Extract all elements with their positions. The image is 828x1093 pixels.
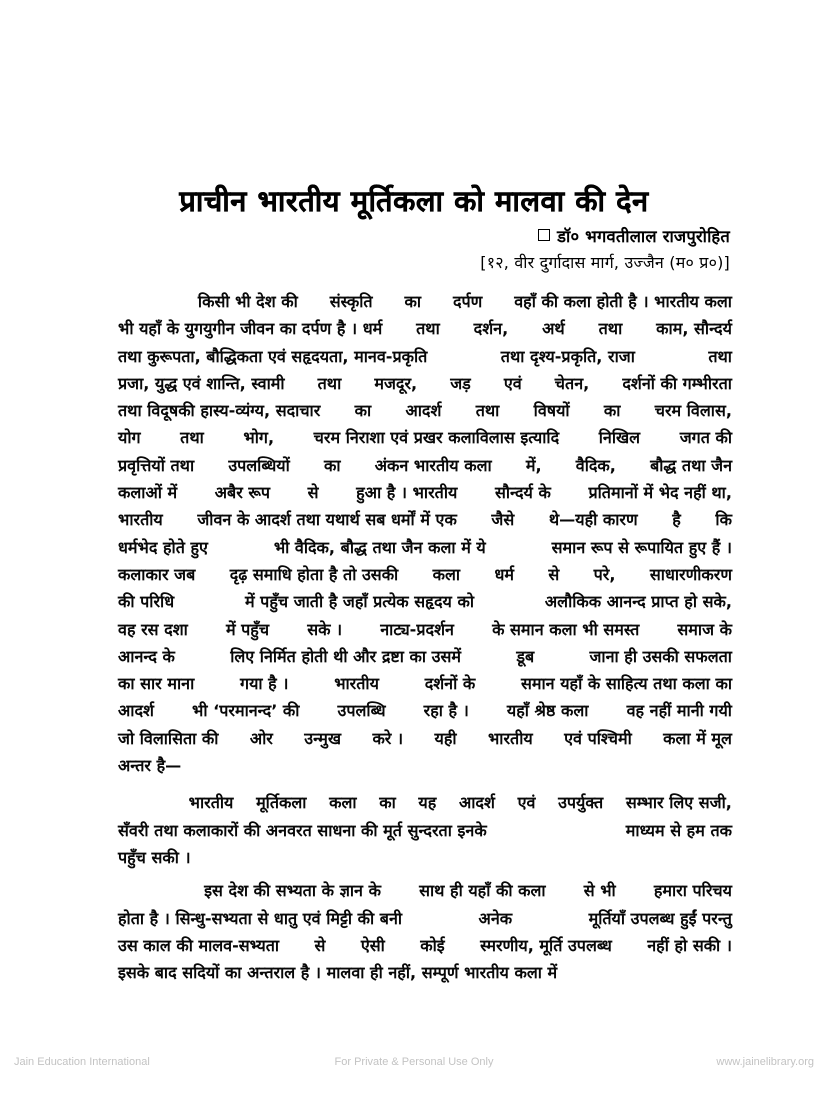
text-chunk: इस देश की सभ्यता के ज्ञान के (204, 881, 381, 901)
text-chunk: रहा है । (423, 701, 469, 721)
text-chunk: समान रूप से रूपायित हुए हैं । (551, 537, 732, 557)
text-chunk: के समान कला भी समस्त (492, 619, 640, 639)
text-line (118, 397, 732, 424)
text-chunk: एवं पश्चिमी (564, 728, 632, 748)
paragraph-indent (118, 877, 166, 904)
text-chunk: एवं (517, 793, 536, 813)
text-line (118, 452, 732, 479)
text-chunk: स्मरणीय, मूर्ति उपलब्ध (480, 935, 612, 955)
text-chunk: माध्यम से हम तक (625, 820, 732, 840)
author-line (118, 226, 730, 248)
text-chunk: भारतीय (188, 793, 234, 813)
text-line (118, 561, 732, 588)
text-chunk: थे—यही कारण (548, 510, 638, 530)
text-line (118, 670, 732, 697)
text-chunk: कि (715, 510, 732, 530)
text-chunk: संस्कृति (329, 292, 373, 311)
text-chunk: प्रवृत्तियों तथा (118, 455, 195, 475)
text-line: अन्तर है— (118, 756, 182, 776)
text-line (118, 588, 732, 615)
text-chunk: जगत की (679, 428, 732, 448)
paragraph-indent (118, 288, 166, 315)
text-line (118, 370, 732, 397)
text-chunk: नाट्य-प्रदर्शन (380, 619, 454, 639)
text-chunk: डूब (516, 646, 535, 666)
text-chunk: एवं (503, 373, 522, 393)
text-line (118, 343, 732, 370)
text-chunk: यही (434, 728, 457, 748)
page-title: प्राचीन भारतीय मूर्तिकला को मालवा की देन (179, 184, 649, 219)
text-chunk: भारतीय (118, 510, 163, 530)
author-name: डॉ० भगवतीलाल राजपुरोहित (557, 227, 730, 246)
text-line (118, 643, 732, 670)
text-chunk: चेतन, (554, 373, 590, 393)
text-line (118, 789, 732, 816)
text-chunk: की परिधि (118, 592, 175, 612)
text-chunk: यहाँ श्रेष्ठ कला (506, 701, 589, 721)
text-chunk: वह रस दशा (118, 619, 188, 639)
text-line (118, 877, 732, 904)
text-chunk: अबैर रूप (214, 483, 271, 503)
text-line (118, 616, 732, 643)
text-chunk: उपर्युक्त (558, 793, 604, 813)
text-chunk: उन्मुख (304, 728, 342, 748)
text-chunk: भी यहाँ के युगयुगीन जीवन का दर्पण है । धर्म (118, 319, 383, 339)
text-chunk: में पहुँच जाती है जहाँ प्रत्येक सहृदय को (244, 592, 475, 612)
text-chunk: तथा (317, 373, 342, 393)
text-chunk: तथा (598, 319, 623, 339)
text-chunk: दर्पण (452, 292, 483, 311)
footer-center: For Private & Personal Use Only (334, 1056, 494, 1068)
text-chunk: विषयों (533, 401, 570, 421)
text-chunk: से (314, 935, 326, 955)
text-chunk: हुआ है । भारतीय (356, 483, 458, 503)
text-chunk: सम्भार लिए सजी, (625, 793, 732, 813)
text-chunk: जो विलासिता की (118, 728, 219, 748)
text-line: इसके बाद सदियों का अन्तराल है । मालवा ही नहीं, सम्पूर्ण भारतीय कला में (118, 963, 558, 983)
text-chunk: वहाँ की कला होती है । भारतीय कला (514, 292, 732, 311)
text-chunk: कला (432, 564, 461, 584)
paragraph-2 (118, 789, 732, 871)
text-chunk: गया है । (240, 674, 289, 694)
text-chunk: भारतीय (334, 674, 379, 694)
text-chunk: बौद्ध तथा जैन (650, 455, 732, 475)
text-chunk: कलाकार जब (118, 564, 196, 584)
text-chunk: मजदूर, (374, 373, 418, 393)
text-chunk: वैदिक, (575, 455, 616, 475)
text-line (118, 932, 732, 959)
text-chunk: मूर्तिकला (256, 793, 307, 813)
text-chunk: तथा (416, 319, 440, 339)
text-chunk: आदर्श (405, 401, 442, 421)
text-line (118, 534, 732, 561)
text-chunk: का (354, 401, 372, 421)
text-chunk: आदर्श (118, 701, 154, 721)
text-chunk: उपलब्धियों (228, 455, 290, 475)
text-chunk: मूर्तियाँ उपलब्ध हुईं परन्तु (588, 908, 732, 928)
text-chunk: ऐसी (360, 935, 385, 955)
text-chunk: चरम निराशा एवं प्रखर कलाविलास इत्यादि (313, 428, 560, 448)
text-chunk: उपलब्धि (337, 701, 386, 721)
text-chunk: निखिल (598, 428, 641, 448)
text-chunk: में पहुँच (225, 619, 270, 639)
text-chunk: दृढ़ समाधि होता है तो उसकी (229, 564, 399, 584)
text-chunk: जीवन के आदर्श तथा यथार्थ सब धर्मों में एक (197, 510, 457, 530)
text-chunk: आदर्श (458, 793, 495, 813)
text-chunk: अनेक (478, 908, 513, 928)
text-chunk: तथा (180, 428, 204, 448)
footer-right: www.jainelibrary.org (716, 1056, 814, 1068)
text-line (118, 905, 732, 932)
text-chunk: तथा (475, 401, 500, 421)
text-line (118, 725, 732, 752)
text-chunk: चरम विलास, (654, 401, 732, 421)
text-chunk: भारतीय (487, 728, 533, 748)
text-chunk: सँवरी तथा कलाकारों की अनवरत साधना की मूर्त सुन्दरता इनके (118, 820, 487, 840)
text-chunk: से (548, 564, 560, 584)
text-chunk: तथा (708, 346, 732, 366)
text-chunk: किसी भी देश की (197, 292, 298, 311)
text-chunk: लिए निर्मित होती थी और द्रष्टा का उसमें (230, 646, 461, 666)
text-chunk: का (323, 455, 341, 475)
text-chunk: है (672, 510, 681, 530)
text-chunk: अंकन भारतीय कला (374, 455, 492, 475)
text-line (118, 315, 732, 342)
text-chunk: का (404, 292, 422, 311)
text-chunk: आनन्द के (118, 646, 175, 666)
text-chunk: दर्शनों की गम्भीरता (622, 373, 732, 393)
text-chunk: जड़ (450, 373, 471, 393)
text-chunk: कोई (420, 935, 445, 955)
text-chunk: कला में मूल (663, 728, 732, 748)
page-footer (0, 1056, 828, 1076)
text-chunk: योग (118, 428, 141, 448)
text-chunk: समाज के (677, 619, 732, 639)
byline (118, 226, 730, 275)
text-chunk: ओर (249, 728, 273, 748)
text-chunk: साधारणीकरण (649, 564, 732, 584)
text-chunk: साथ ही यहाँ की कला (419, 881, 546, 901)
text-line: पहुँच सकी । (118, 847, 191, 867)
text-chunk: तथा कुरूपता, बौद्धिकता एवं सहृदयता, मानव-प्रकृति (118, 346, 428, 366)
text-chunk: जाना ही उसकी सफलता (589, 646, 732, 666)
text-chunk: करे । (372, 728, 404, 748)
text-chunk: भी ‘परमानन्द’ की (192, 701, 300, 721)
text-chunk: से (307, 483, 319, 503)
text-chunk: में, (525, 455, 542, 475)
paragraph-3 (118, 877, 732, 986)
text-chunk: प्रजा, युद्ध एवं शान्ति, स्वामी (118, 373, 285, 393)
author-address: [१२, वीर दुर्गादास मार्ग, उज्जैन (म० प्र०)] (480, 253, 730, 273)
text-chunk: सौन्दर्य के (494, 483, 551, 503)
text-line (118, 424, 732, 451)
text-chunk: सके । (307, 619, 343, 639)
paragraph-indent (118, 789, 166, 816)
text-chunk: तथा विदूषकी हास्य-व्यंग्य, सदाचार (118, 401, 321, 421)
text-chunk: का सार माना (118, 674, 195, 694)
text-chunk: हमारा परिचय (653, 881, 732, 901)
text-chunk: यह (418, 793, 437, 813)
text-line (118, 288, 732, 315)
text-chunk: अर्थ (542, 319, 565, 339)
text-chunk: वह नहीं मानी गयी (626, 701, 732, 721)
text-chunk: का (379, 793, 396, 813)
text-chunk: धर्म (494, 564, 514, 584)
text-chunk: जैसे (491, 510, 515, 530)
text-chunk: भी वैदिक, बौद्ध तथा जैन कला में ये (273, 537, 486, 557)
text-chunk: परे, (593, 564, 616, 584)
text-chunk: का (603, 401, 621, 421)
text-chunk: अलौकिक आनन्द प्राप्त हो सके, (544, 592, 732, 612)
text-chunk: प्रतिमानों में भेद नहीं था, (588, 483, 732, 503)
body-column (118, 288, 732, 986)
text-chunk: दर्शन, (473, 319, 509, 339)
text-line (118, 479, 732, 506)
footer-left: Jain Education International (14, 1056, 150, 1068)
text-chunk: तथा दृश्य-प्रकृति, राजा (500, 346, 635, 366)
text-chunk: उस काल की मालव-सभ्यता (118, 935, 280, 955)
square-bullet-icon (538, 229, 550, 241)
text-chunk: धर्मभेद होते हुए (118, 537, 208, 557)
text-chunk: से भी (583, 881, 616, 901)
text-chunk: भोग, (243, 428, 275, 448)
text-chunk: कला (329, 793, 357, 813)
text-chunk: दर्शनों के (424, 674, 476, 694)
text-chunk: कलाओं में (118, 483, 178, 503)
text-line (118, 817, 732, 844)
text-chunk: होता है । सिन्धु-सभ्यता से धातु एवं मिट्टी की बनी (118, 908, 403, 928)
text-line (118, 697, 732, 724)
paragraph-1 (118, 288, 732, 779)
text-chunk: काम, सौन्दर्य (656, 319, 732, 339)
text-line (118, 506, 732, 533)
text-chunk: समान यहाँ के साहित्य तथा कला का (521, 674, 732, 694)
text-chunk: नहीं हो सकी । (647, 935, 732, 955)
